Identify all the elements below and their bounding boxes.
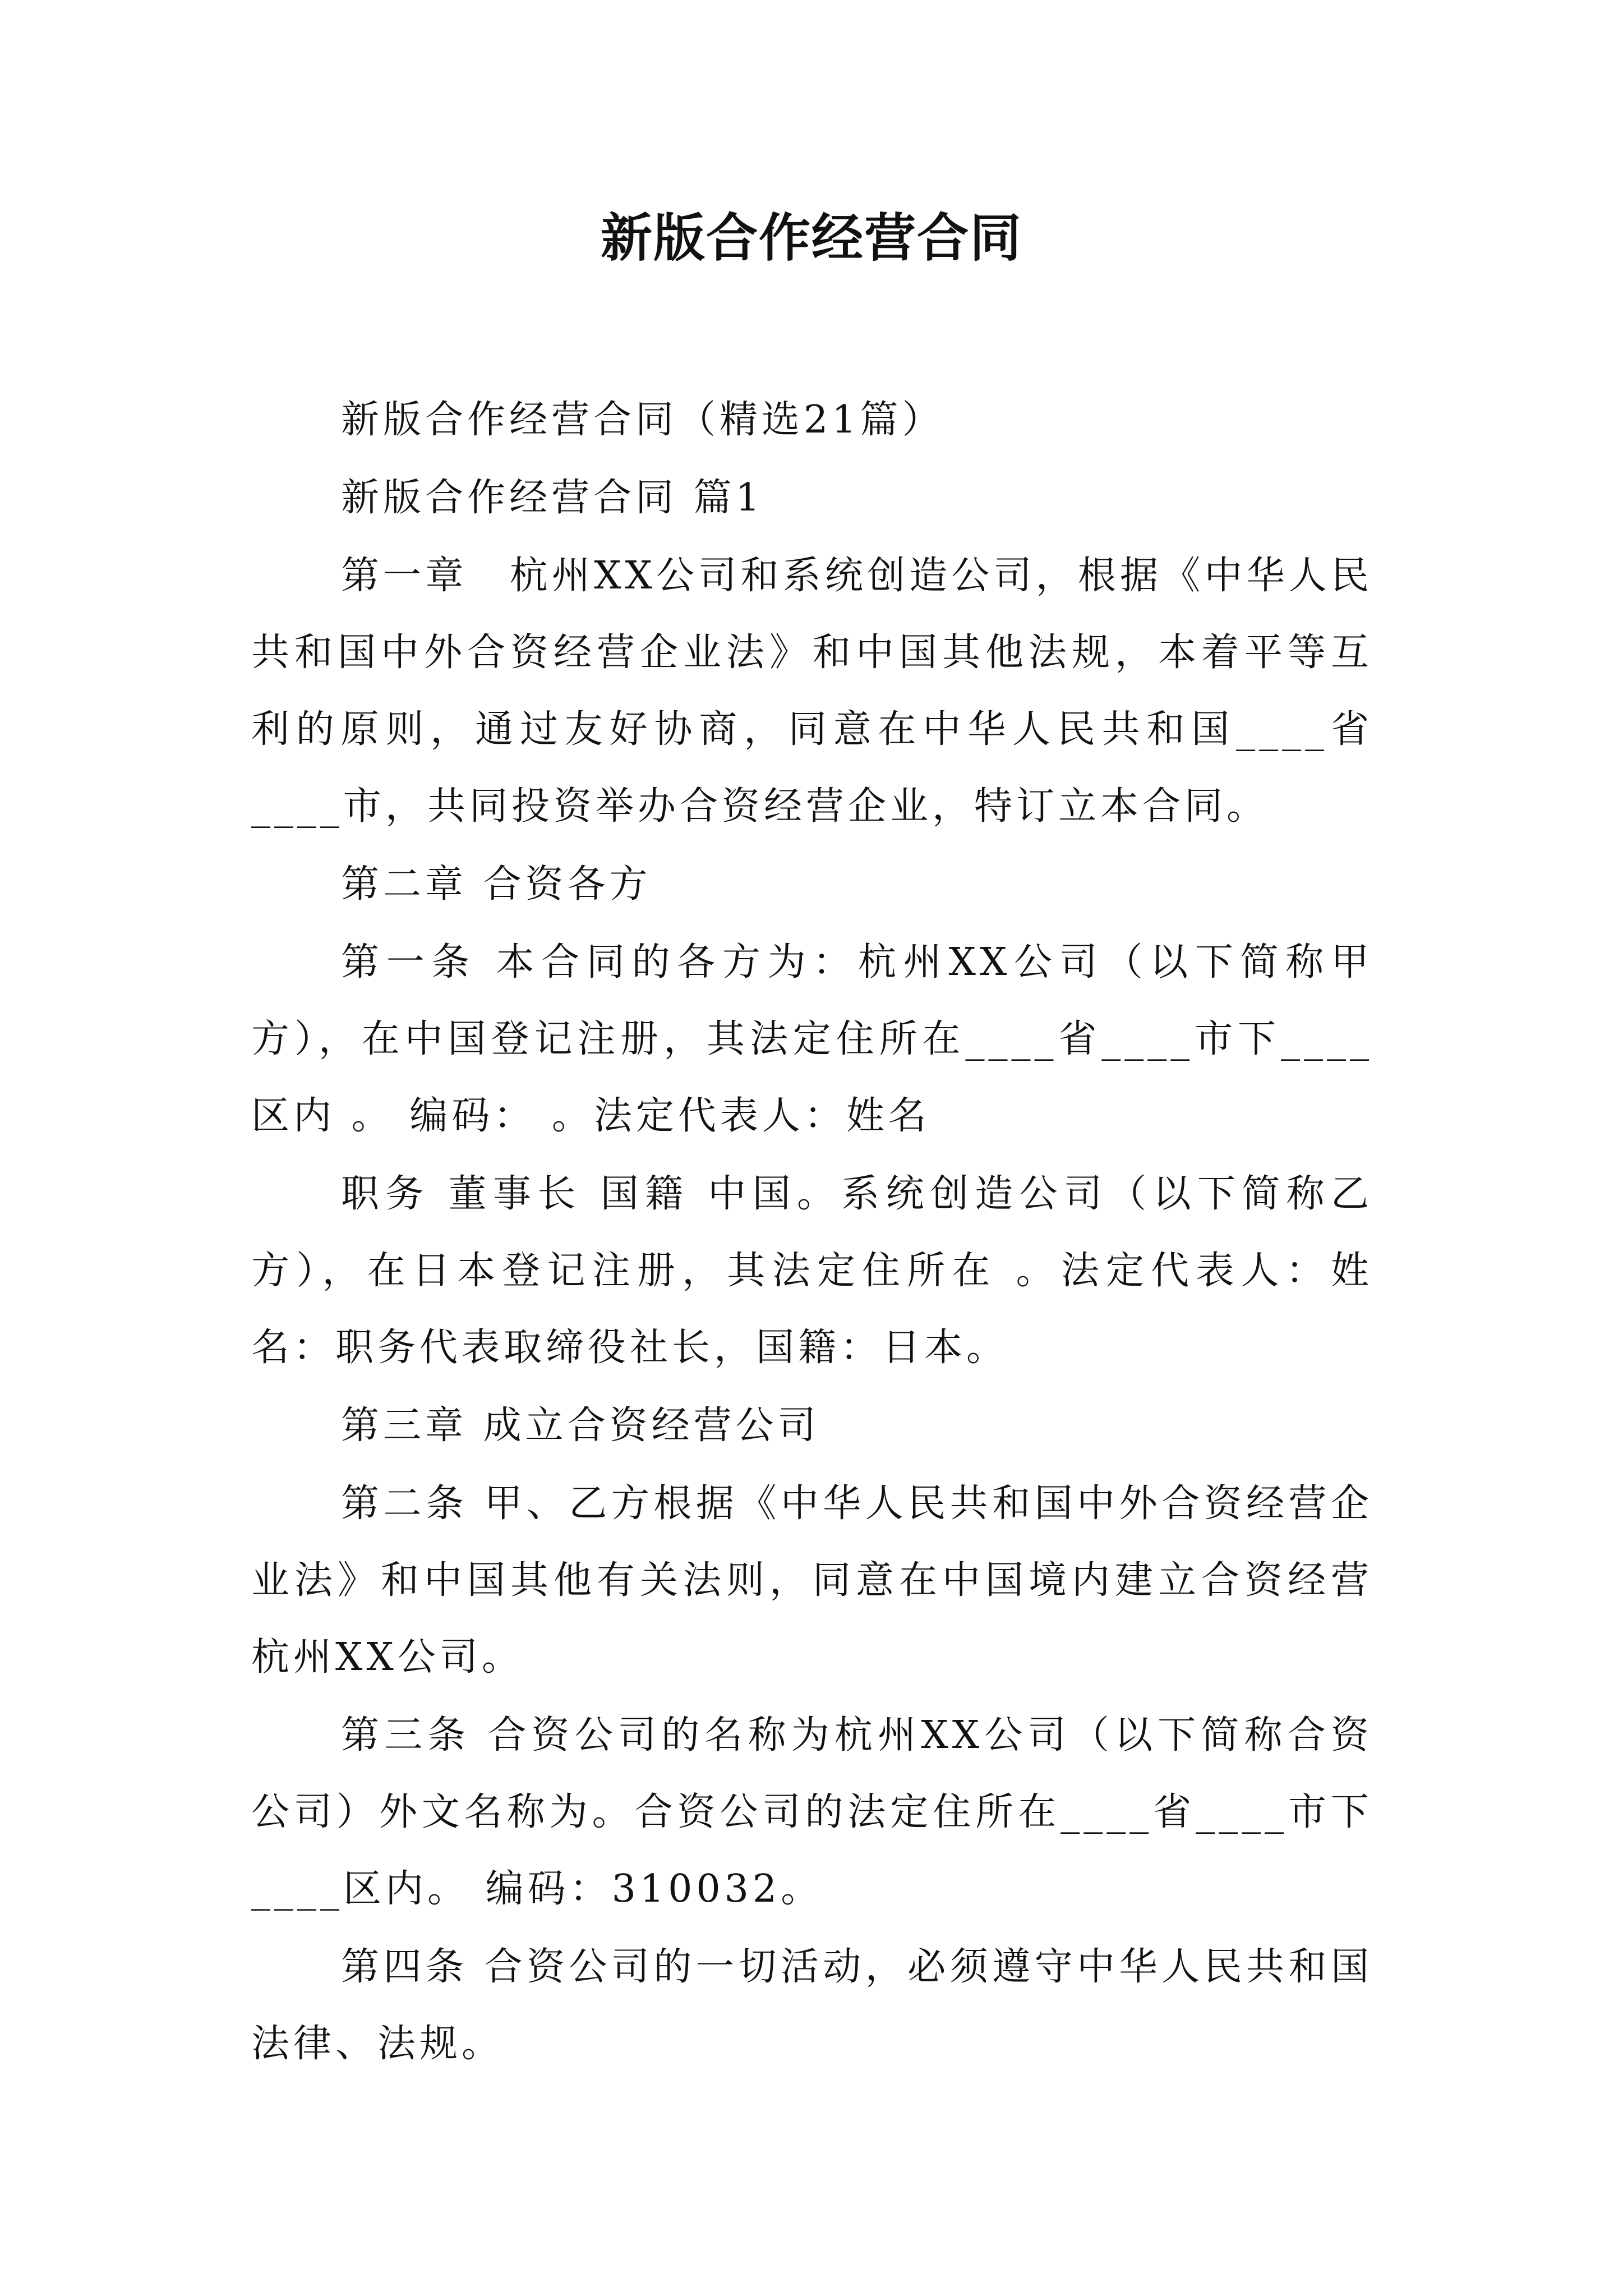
paragraph-article-3: 第三条 合资公司的名称为杭州XX公司（以下简称合资公司）外文名称为。合资公司的法定住所在____省____市下____区内。 编码：310032。 bbox=[251, 1713, 1373, 1911]
paragraph-chapter-1: 第一章 杭州XX公司和系统创造公司，根据《中华人民共和国中外合资经营企业法》和中国其他法规，本着平等互利的原则，通过友好协商，同意在中华人民共和国____省____市，共同投资举办合资经营企业，特订立本合同。 bbox=[251, 554, 1373, 829]
paragraph-article-4: 第四条 合资公司的一切活动，必须遵守中华人民共和国法律、法规。 bbox=[251, 1945, 1373, 2066]
paragraph-article-2: 第二条 甲、乙方根据《中华人民共和国中外合资经营企业法》和中国其他有关法则，同意在中国境内建立合资经营杭州XX公司。 bbox=[251, 1481, 1373, 1680]
paragraph-article-1-continued: 职务 董事长 国籍 中国。系统创造公司（以下简称乙方），在日本登记注册，其法定住所在 。法定代表人：姓名：职务代表取缔役社长，国籍：日本。 bbox=[251, 1172, 1373, 1370]
paragraph-chapter-3-heading: 第三章 成立合资经营公司 bbox=[341, 1404, 820, 1448]
document-title: 新版合作经营合同 bbox=[600, 208, 1022, 268]
paragraph-article-1: 第一条 本合同的各方为：杭州XX公司（以下简称甲方），在中国登记注册，其法定住所在____省____市下____区内 。 编码： 。法定代表人：姓名 bbox=[251, 940, 1373, 1138]
paragraph-chapter-2-heading: 第二章 合资各方 bbox=[341, 862, 652, 907]
document-body bbox=[251, 381, 1373, 2082]
paragraph-subtitle: 新版合作经营合同（精选21篇） bbox=[341, 398, 944, 442]
paragraph-section-heading: 新版合作经营合同 篇1 bbox=[341, 476, 764, 520]
